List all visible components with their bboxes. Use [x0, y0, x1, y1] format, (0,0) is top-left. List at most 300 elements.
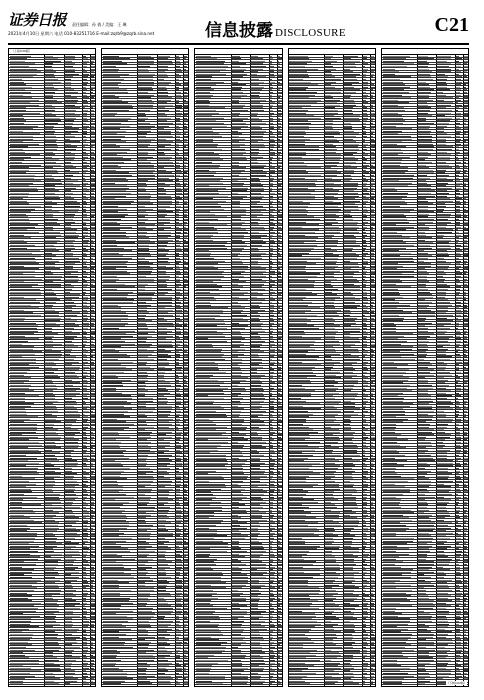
- table-cell-text: [91, 512, 96, 513]
- table-cell-text: [83, 128, 87, 129]
- table-cell-text: [184, 660, 189, 661]
- table-cell-text: [138, 183, 146, 184]
- table-cell-text: [269, 455, 272, 456]
- table-cell-text: [251, 613, 261, 614]
- table-cell-text: [10, 102, 31, 103]
- table-cell-text: [277, 219, 282, 220]
- table-cell-text: [231, 95, 246, 96]
- table-cell-text: [231, 369, 240, 370]
- table-cell-text: [184, 603, 189, 604]
- table-cell-text: [277, 427, 280, 428]
- table-cell-text: [138, 605, 146, 606]
- table-cell-text: [45, 120, 61, 121]
- table-cell-text: [83, 336, 86, 337]
- table-cell-text: [231, 382, 240, 383]
- table-cell-text: [196, 63, 224, 64]
- table-cell-text: [83, 593, 88, 594]
- table-cell-text: [196, 216, 227, 217]
- table-cell-text: [231, 219, 240, 220]
- table-cell-text: [103, 377, 118, 378]
- table-cell-text: [277, 637, 281, 638]
- table-cell-text: [45, 580, 60, 581]
- table-cell-text: [138, 655, 153, 656]
- table-cell-text: [196, 157, 220, 158]
- table-cell-text: [277, 338, 280, 339]
- table-cell-text: [184, 510, 186, 511]
- table-cell-text: [196, 624, 219, 625]
- table-cell-text: [83, 144, 88, 145]
- table-cell-text: [138, 442, 150, 443]
- table-cell-text: [91, 460, 95, 461]
- table-cell-text: [64, 128, 78, 129]
- table-cell-text: [277, 349, 279, 350]
- table-cell-text: [103, 512, 122, 513]
- table-cell-text: [277, 582, 280, 583]
- table-cell-text: [83, 569, 86, 570]
- table-cell-text: [103, 286, 135, 287]
- table-cell-text: [83, 551, 88, 552]
- table-cell-text: [103, 63, 127, 64]
- table-cell-text: [277, 502, 282, 503]
- table-cell-text: [64, 323, 75, 324]
- table-cell-text: [91, 520, 93, 521]
- table-cell-text: [231, 618, 238, 619]
- table-cell-text: [83, 600, 86, 601]
- table-cell-text: [269, 525, 272, 526]
- table-cell-text: [91, 437, 94, 438]
- table-cell-text: [176, 69, 181, 70]
- table-cell-text: [277, 398, 280, 399]
- table-cell-text: [45, 603, 57, 604]
- table-cell-text: [196, 79, 211, 80]
- table-cell-text: [10, 522, 42, 523]
- table-cell-text: [10, 585, 32, 586]
- table-cell-text: [91, 351, 93, 352]
- table-cell-text: [91, 647, 93, 648]
- table-cell-text: [277, 325, 279, 326]
- table-cell-text: [251, 297, 257, 298]
- table-cell-text: [196, 307, 228, 308]
- table-cell-text: [289, 76, 309, 77]
- table-cell-text: [184, 170, 189, 171]
- table-cell-text: [363, 266, 366, 267]
- table-cell-text: [231, 253, 240, 254]
- table-cell-text: [277, 385, 281, 386]
- table-cell-text: [64, 439, 79, 440]
- table-cell-text: [10, 463, 39, 464]
- table-cell-text: [91, 341, 93, 342]
- table-cell-text: [344, 190, 354, 191]
- table-cell-text: [277, 139, 280, 140]
- table-cell-text: [196, 476, 222, 477]
- table-cell-text: [325, 235, 334, 236]
- table-cell-text: [231, 206, 240, 207]
- table-cell-text: [231, 543, 238, 544]
- table-cell-text: [138, 644, 148, 645]
- table-cell-text: [83, 522, 88, 523]
- table-cell-text: [277, 455, 281, 456]
- table-cell-text: [251, 229, 265, 230]
- table-cell-text: [83, 216, 87, 217]
- table-cell-text: [344, 299, 360, 300]
- table-cell-text: [269, 286, 271, 287]
- table-cell-text: [277, 618, 279, 619]
- table-cell-text: [231, 224, 242, 225]
- table-cell-text: [83, 273, 88, 274]
- table-cell-text: [251, 419, 260, 420]
- table-cell-text: [251, 683, 264, 684]
- table-cell-text: [158, 180, 173, 181]
- table-cell-text: [10, 616, 40, 617]
- table-cell-text: [196, 364, 218, 365]
- table-cell-text: [158, 172, 172, 173]
- table-cell-text: [196, 377, 210, 378]
- table-cell-text: [158, 416, 168, 417]
- table-cell-text: [103, 510, 125, 511]
- table-cell-text: [289, 302, 311, 303]
- table-cell-text: [103, 460, 115, 461]
- table-cell-text: [45, 240, 60, 241]
- table-cell-text: [176, 510, 180, 511]
- table-cell-text: [184, 351, 187, 352]
- table-cell-text: [231, 486, 240, 487]
- table-cell-text: [196, 439, 208, 440]
- table-cell-text: [344, 165, 351, 166]
- table-cell-text: [64, 185, 80, 186]
- table-cell-text: [64, 110, 76, 111]
- table-cell-text: [176, 437, 181, 438]
- table-cell-text: [91, 668, 94, 669]
- table-cell-text: [371, 162, 376, 163]
- table-cell-text: [45, 585, 58, 586]
- table-cell-text: [10, 395, 39, 396]
- table-cell-text: [184, 118, 187, 119]
- table-cell-text: [184, 214, 187, 215]
- table-cell-text: [176, 665, 181, 666]
- table-cell-text: [251, 219, 261, 220]
- table-cell-text: [251, 318, 260, 319]
- table-cell-text: [138, 642, 150, 643]
- table-cell-text: [91, 458, 94, 459]
- table-cell-text: [289, 201, 303, 202]
- table-cell-text: [277, 58, 281, 59]
- table-cell-text: [184, 359, 188, 360]
- table-cell-text: [344, 97, 350, 98]
- table-cell-text: [371, 95, 373, 96]
- table-cell-text: [184, 401, 188, 402]
- table-cell-text: [231, 115, 238, 116]
- table-cell-text: [91, 395, 95, 396]
- table-cell-text: [269, 528, 275, 529]
- table-cell-text: [138, 650, 154, 651]
- table-cell-text: [196, 97, 211, 98]
- table-cell-text: [371, 273, 375, 274]
- table-cell-text: [10, 167, 30, 168]
- table-cell-text: [269, 554, 273, 555]
- table-cell-text: [289, 180, 317, 181]
- table-cell-text: [103, 585, 119, 586]
- table-cell-text: [176, 157, 182, 158]
- table-cell-text: [325, 66, 333, 67]
- table-cell-text: [158, 533, 173, 534]
- table-cell-text: [158, 154, 166, 155]
- table-cell-text: [231, 305, 241, 306]
- table-cell-text: [103, 486, 124, 487]
- table-cell-text: [83, 136, 86, 137]
- table-cell-text: [196, 447, 217, 448]
- table-cell-text: [64, 82, 70, 83]
- table-cell-text: [184, 185, 186, 186]
- table-cell-text: [10, 512, 35, 513]
- table-cell-text: [64, 157, 74, 158]
- table-cell-text: [325, 84, 331, 85]
- table-cell-text: [158, 349, 165, 350]
- table-cell-text: [138, 515, 151, 516]
- table-cell-text: [363, 144, 368, 145]
- table-cell-text: [91, 624, 94, 625]
- table-cell-text: [176, 336, 178, 337]
- table-cell-text: [83, 613, 87, 614]
- table-cell-text: [269, 139, 274, 140]
- table-cell-text: [196, 554, 209, 555]
- table-cell-text: [103, 56, 119, 57]
- table-cell-text: [10, 235, 24, 236]
- table-cell-text: [64, 593, 72, 594]
- table-cell-text: [64, 276, 77, 277]
- table-cell-text: [269, 388, 274, 389]
- table-cell-text: [325, 297, 340, 298]
- table-cell-text: [91, 655, 93, 656]
- table-cell-text: [45, 237, 56, 238]
- table-cell-text: [251, 424, 265, 425]
- table-cell-text: [45, 149, 57, 150]
- table-cell-text: [269, 292, 275, 293]
- table-cell-text: [103, 393, 122, 394]
- table-cell-text: [277, 128, 280, 129]
- table-cell-text: [289, 229, 319, 230]
- table-cell-text: [158, 294, 166, 295]
- table-cell-text: [64, 406, 74, 407]
- table-cell-text: [325, 214, 336, 215]
- table-cell-text: [196, 473, 208, 474]
- table-cell-text: [64, 237, 77, 238]
- table-cell-text: [64, 644, 71, 645]
- table-cell-text: [45, 447, 61, 448]
- section-title-cn: 信息披露: [205, 21, 273, 41]
- table-cell-text: [184, 408, 186, 409]
- table-cell-text: [269, 359, 272, 360]
- table-cell-text: [269, 71, 273, 72]
- table-cell-text: [289, 232, 315, 233]
- table-cell-text: [45, 172, 58, 173]
- table-cell-text: [91, 154, 95, 155]
- table-cell-text: [251, 289, 265, 290]
- table-cell-text: [231, 437, 243, 438]
- table-cell-text: [344, 193, 358, 194]
- table-cell-text: [231, 289, 240, 290]
- table-cell-text: [138, 395, 145, 396]
- table-cell-text: [83, 248, 86, 249]
- table-cell-text: [91, 333, 95, 334]
- table-cell-text: [184, 559, 188, 560]
- table-cell-text: [269, 670, 275, 671]
- table-cell-text: [45, 279, 61, 280]
- table-cell-text: [45, 465, 54, 466]
- table-cell-text: [371, 175, 375, 176]
- table-cell-text: [91, 676, 96, 677]
- table-cell-text: [269, 131, 272, 132]
- table-cell-text: [91, 577, 96, 578]
- table-cell-text: [45, 434, 58, 435]
- table-cell-text: [251, 598, 260, 599]
- table-cell-text: [176, 634, 181, 635]
- table-cell-text: [83, 447, 87, 448]
- table-cell-text: [83, 452, 86, 453]
- table-cell-text: [184, 154, 189, 155]
- table-cell-text: [138, 452, 155, 453]
- table-cell-text: [83, 107, 85, 108]
- table-cell-text: [83, 331, 86, 332]
- table-cell-text: [138, 465, 146, 466]
- table-cell-text: [289, 149, 319, 150]
- table-cell-text: [363, 211, 368, 212]
- table-cell-text: [371, 74, 374, 75]
- table-cell-text: [158, 315, 173, 316]
- table-cell-text: [91, 657, 95, 658]
- table-cell-text: [103, 476, 120, 477]
- table-cell-text: [64, 585, 72, 586]
- table-cell-text: [83, 574, 87, 575]
- table-cell-text: [269, 183, 272, 184]
- table-cell-text: [91, 224, 95, 225]
- table-cell-text: [45, 520, 55, 521]
- table-cell-text: [45, 273, 53, 274]
- table-cell-text: [10, 126, 38, 127]
- table-cell-text: [158, 310, 173, 311]
- table-cell-text: [91, 141, 96, 142]
- table-cell-text: [138, 89, 153, 90]
- table-cell-text: [269, 279, 272, 280]
- table-cell-text: [176, 528, 179, 529]
- table-cell-text: [103, 522, 129, 523]
- table-cell-text: [196, 497, 216, 498]
- table-cell-text: [269, 502, 272, 503]
- table-cell-text: [64, 476, 73, 477]
- table-cell-text: [176, 305, 180, 306]
- table-cell-text: [176, 476, 180, 477]
- table-cell-text: [91, 118, 95, 119]
- table-cell-text: [83, 502, 86, 503]
- table-cell-text: [176, 245, 179, 246]
- table-cell-text: [158, 258, 169, 259]
- table-cell-text: [277, 631, 281, 632]
- table-cell-text: [10, 644, 32, 645]
- table-cell-text: [176, 185, 181, 186]
- table-cell-text: [103, 294, 128, 295]
- table-cell-text: [91, 388, 95, 389]
- table-cell-text: [269, 605, 272, 606]
- table-cell-text: [176, 561, 182, 562]
- table-cell-text: [103, 74, 129, 75]
- table-cell-text: [277, 600, 280, 601]
- table-cell-text: [83, 398, 88, 399]
- table-cell-text: [138, 131, 150, 132]
- table-cell-text: [196, 574, 223, 575]
- table-cell-text: [158, 167, 164, 168]
- table-cell-text: [91, 289, 96, 290]
- table-cell-text: [158, 419, 173, 420]
- table-cell-text: [91, 359, 93, 360]
- table-cell-text: [251, 427, 259, 428]
- table-cell-text: [91, 377, 95, 378]
- table-cell-text: [184, 676, 189, 677]
- table-cell-text: [45, 442, 55, 443]
- table-cell-text: [10, 605, 34, 606]
- table-cell-text: [277, 133, 280, 134]
- table-cell-text: [184, 362, 188, 363]
- table-cell-text: [269, 406, 274, 407]
- table-cell-text: [83, 89, 87, 90]
- table-cell-text: [103, 414, 124, 415]
- table-cell-text: [196, 600, 211, 601]
- table-cell-text: [45, 421, 61, 422]
- table-cell-text: [269, 385, 272, 386]
- table-cell-text: [269, 421, 272, 422]
- table-cell-text: [196, 504, 210, 505]
- table-cell-text: [64, 434, 75, 435]
- table-cell-text: [231, 63, 246, 64]
- table-cell-text: [103, 668, 119, 669]
- table-cell-text: [363, 76, 366, 77]
- table-cell-text: [184, 424, 189, 425]
- table-cell-text: [10, 66, 29, 67]
- table-cell-text: [363, 188, 369, 189]
- table-cell-text: [64, 388, 80, 389]
- table-cell-text: [251, 162, 259, 163]
- table-cell-text: [83, 639, 87, 640]
- table-cell-text: [103, 268, 116, 269]
- table-cell-text: [184, 437, 187, 438]
- table-cell-text: [91, 372, 94, 373]
- table-cell-text: [196, 478, 224, 479]
- table-cell-text: [10, 587, 37, 588]
- table-cell-text: [91, 600, 95, 601]
- table-cell-text: [289, 61, 311, 62]
- table-cell-text: [363, 154, 369, 155]
- table-cell-text: [196, 455, 226, 456]
- table-cell-text: [277, 263, 281, 264]
- table-cell-text: [83, 315, 87, 316]
- table-cell-text: [176, 473, 181, 474]
- table-cell-text: [45, 305, 53, 306]
- table-cell-text: [64, 489, 75, 490]
- table-cell-text: [138, 82, 153, 83]
- table-cell-text: [269, 650, 272, 651]
- table-cell-text: [344, 139, 353, 140]
- table-cell-text: [231, 286, 243, 287]
- table-cell-text: [269, 302, 272, 303]
- table-cell-text: [251, 395, 264, 396]
- table-cell-text: [158, 421, 169, 422]
- table-cell-text: [196, 372, 226, 373]
- table-cell-text: [176, 543, 182, 544]
- table-cell-text: [231, 551, 247, 552]
- table-cell-text: [103, 580, 118, 581]
- table-cell-text: [184, 338, 188, 339]
- table-cell-text: [277, 266, 281, 267]
- table-cell-text: [158, 629, 172, 630]
- table-cell-text: [83, 471, 86, 472]
